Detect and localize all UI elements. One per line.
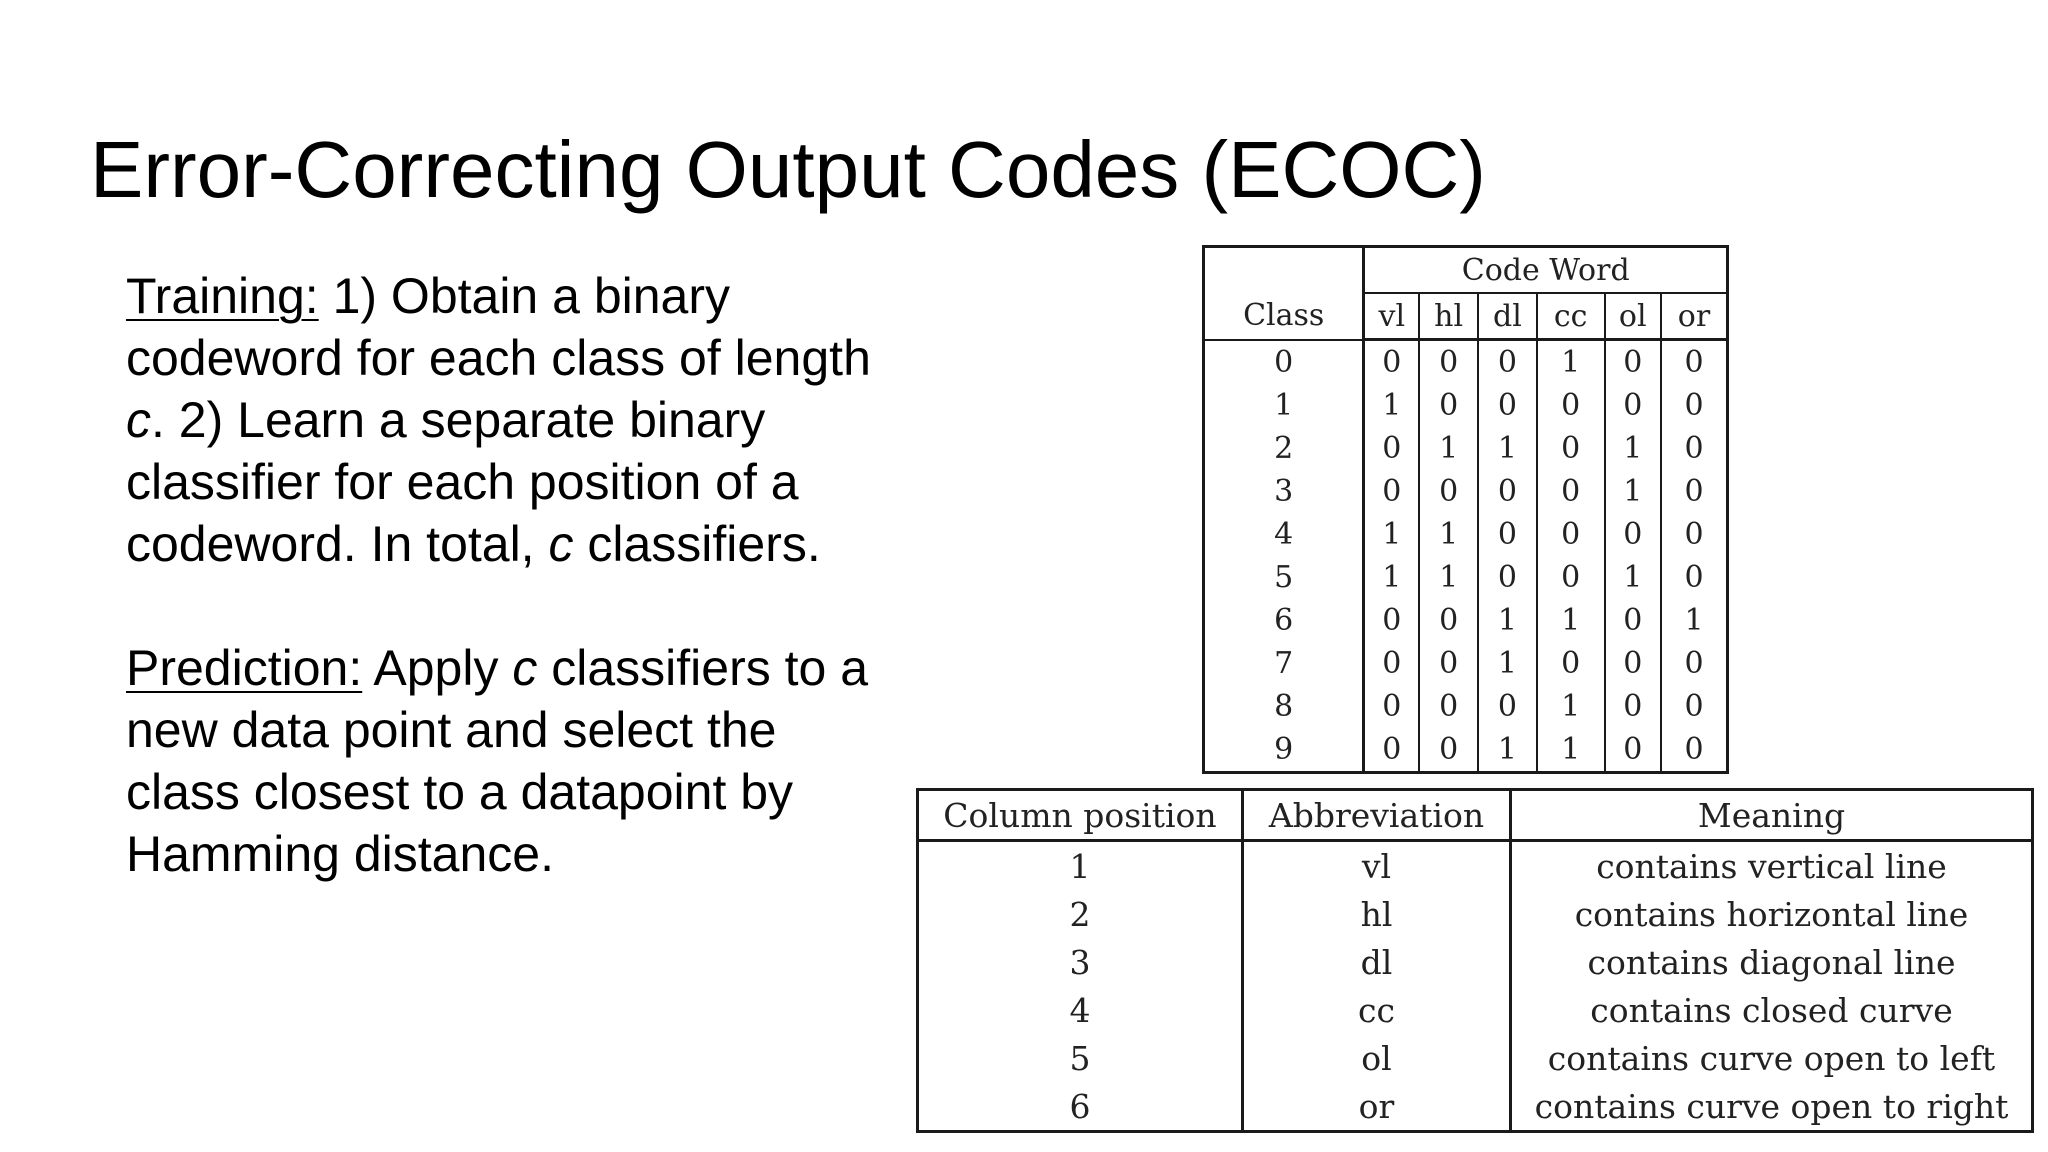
- code-bit-cell: 1: [1478, 427, 1537, 470]
- abbreviation-cell: cc: [1243, 986, 1511, 1034]
- code-bit-cell: 0: [1661, 384, 1728, 427]
- code-table-row: [1204, 384, 1728, 427]
- code-bit-cell: 0: [1537, 427, 1605, 470]
- column-position-cell: 4: [1069, 990, 1091, 1030]
- code-table-row: [1204, 513, 1728, 556]
- class-cell: 3: [1204, 470, 1364, 513]
- code-bit-cell: 1: [1661, 599, 1728, 642]
- meaning-cell: contains horizontal line: [1511, 890, 2033, 938]
- code-bit-cell: 0: [1661, 513, 1728, 556]
- code-bit-cell: 0: [1478, 556, 1537, 599]
- code-bit-cell: 0: [1661, 470, 1728, 513]
- meaning-cell: contains closed curve: [1511, 986, 2033, 1034]
- code-word-header: Code Word: [1364, 247, 1728, 294]
- meaning-table-row: [918, 938, 2033, 986]
- code-bit-cell: 0: [1364, 427, 1419, 470]
- training-variable-c: c: [126, 392, 151, 448]
- code-bit-cell: 1: [1605, 470, 1661, 513]
- prediction-label: Prediction:: [126, 640, 363, 696]
- class-cell: 1: [1204, 384, 1364, 427]
- code-bit-cell: 1: [1364, 384, 1419, 427]
- code-bit-cell: 0: [1478, 513, 1537, 556]
- code-bit-cell: 0: [1419, 384, 1478, 427]
- code-table-row: [1204, 642, 1728, 685]
- training-text-1: 1) Obtain a binary codeword for each class of length: [126, 268, 871, 386]
- code-bit-cell: 0: [1605, 599, 1661, 642]
- code-bit-cell: 0: [1605, 728, 1661, 773]
- body-text: [126, 265, 886, 885]
- code-bit-cell: 0: [1419, 340, 1478, 385]
- column-position-cell: 6: [1069, 1086, 1091, 1126]
- class-cell: 4: [1204, 513, 1364, 556]
- code-bit-cell: 1: [1419, 556, 1478, 599]
- code-bit-cell: 0: [1605, 384, 1661, 427]
- training-variable-c-total: c: [548, 516, 574, 572]
- code-bit-cell: 0: [1478, 384, 1537, 427]
- code-bit-cell: 0: [1419, 470, 1478, 513]
- code-bit-cell: 0: [1605, 685, 1661, 728]
- code-bit-cell: 1: [1364, 513, 1419, 556]
- meaning-table-row: [918, 986, 2033, 1034]
- code-bit-cell: 0: [1419, 728, 1478, 773]
- code-table-body: [1204, 340, 1728, 773]
- code-bit-cell: 1: [1478, 642, 1537, 685]
- code-bit-cell: 0: [1364, 728, 1419, 773]
- column-position-cell: 2: [1069, 894, 1091, 934]
- code-bit-cell: 0: [1537, 470, 1605, 513]
- training-text-2: . 2) Learn a separate binary classifier for each position of a codeword. In total,: [126, 392, 799, 572]
- meaning-table-row: [918, 1034, 2033, 1082]
- class-cell: 2: [1204, 427, 1364, 470]
- meaning-cell: contains vertical line: [1511, 841, 2033, 891]
- code-bit-cell: 0: [1661, 728, 1728, 773]
- class-cell: 0: [1204, 340, 1364, 385]
- code-bit-cell: 0: [1419, 599, 1478, 642]
- code-bit-cell: 0: [1478, 470, 1537, 513]
- code-bit-cell: 0: [1364, 340, 1419, 385]
- class-cell: 7: [1204, 642, 1364, 685]
- training-label: Training:: [126, 268, 319, 324]
- code-table-row: [1204, 340, 1728, 385]
- code-bit-cell: 1: [1605, 427, 1661, 470]
- abbreviation-header: Abbreviation: [1243, 790, 1511, 841]
- meaning-table-row: [918, 841, 2033, 891]
- code-bit-cell: 0: [1605, 340, 1661, 385]
- code-table-row: [1204, 685, 1728, 728]
- code-word-table: [1202, 245, 1729, 774]
- code-column-header: ol: [1605, 293, 1661, 340]
- code-bit-cell: 0: [1537, 513, 1605, 556]
- meaning-table-body: [918, 841, 2033, 1132]
- code-bit-cell: 0: [1364, 599, 1419, 642]
- class-cell: 8: [1204, 685, 1364, 728]
- class-cell: 6: [1204, 599, 1364, 642]
- code-bit-cell: 0: [1478, 685, 1537, 728]
- code-bit-cell: 0: [1661, 642, 1728, 685]
- code-bit-cell: 0: [1537, 642, 1605, 685]
- abbreviation-cell: dl: [1243, 938, 1511, 986]
- code-bit-cell: 1: [1537, 599, 1605, 642]
- prediction-variable-c: c: [512, 640, 538, 696]
- meaning-cell: contains diagonal line: [1511, 938, 2033, 986]
- prediction-text-1: Apply: [362, 640, 513, 696]
- code-bit-cell: 0: [1364, 685, 1419, 728]
- code-bit-cell: 0: [1537, 556, 1605, 599]
- column-meaning-table: [916, 788, 2034, 1133]
- code-bit-cell: 0: [1661, 556, 1728, 599]
- code-bit-cell: 0: [1537, 384, 1605, 427]
- abbreviation-cell: vl: [1243, 841, 1511, 891]
- code-bit-cell: 1: [1364, 556, 1419, 599]
- code-bit-cell: 0: [1364, 470, 1419, 513]
- meaning-cell: contains curve open to left: [1511, 1034, 2033, 1082]
- training-text-3: classifiers.: [573, 516, 821, 572]
- class-cell: 9: [1204, 728, 1364, 773]
- column-position-cell: 5: [1069, 1038, 1091, 1078]
- code-column-header: hl: [1419, 293, 1478, 340]
- code-column-header: dl: [1478, 293, 1537, 340]
- code-table-row: [1204, 599, 1728, 642]
- meaning-header: Meaning: [1511, 790, 2033, 841]
- code-bit-cell: 0: [1661, 340, 1728, 385]
- code-bit-cell: 0: [1661, 685, 1728, 728]
- meaning-table-row: [918, 890, 2033, 938]
- code-bit-cell: 0: [1364, 642, 1419, 685]
- code-bit-cell: 1: [1419, 427, 1478, 470]
- code-table-row: [1204, 470, 1728, 513]
- code-bit-cell: 1: [1478, 599, 1537, 642]
- code-bit-cell: 0: [1419, 642, 1478, 685]
- abbreviation-cell: ol: [1243, 1034, 1511, 1082]
- abbreviation-cell: or: [1243, 1082, 1511, 1132]
- code-table-row: [1204, 556, 1728, 599]
- code-table-row: [1204, 427, 1728, 470]
- class-header: Class: [1204, 247, 1364, 340]
- code-bit-cell: 1: [1537, 340, 1605, 385]
- code-bit-cell: 1: [1605, 556, 1661, 599]
- code-table-row: [1204, 728, 1728, 773]
- meaning-cell: contains curve open to right: [1511, 1082, 2033, 1132]
- training-paragraph: [126, 265, 886, 575]
- prediction-paragraph: [126, 637, 886, 885]
- code-bit-cell: 0: [1605, 513, 1661, 556]
- code-bit-cell: 1: [1478, 728, 1537, 773]
- code-bit-cell: 0: [1661, 427, 1728, 470]
- column-position-cell: 1: [1069, 846, 1091, 886]
- code-column-header: or: [1661, 293, 1728, 340]
- code-bit-cell: 0: [1478, 340, 1537, 385]
- prediction-text-2: classifiers to a new data point and select the class closest to a datapoint by Hamming distance.: [126, 640, 869, 882]
- code-bit-cell: 1: [1537, 685, 1605, 728]
- code-column-header: cc: [1537, 293, 1605, 340]
- slide-title: Error-Correcting Output Codes (ECOC): [90, 125, 1486, 214]
- meaning-table-row: [918, 1082, 2033, 1132]
- code-bit-cell: 0: [1605, 642, 1661, 685]
- class-cell: 5: [1204, 556, 1364, 599]
- code-column-header: vl: [1364, 293, 1419, 340]
- code-bit-cell: 1: [1537, 728, 1605, 773]
- abbreviation-cell: hl: [1243, 890, 1511, 938]
- column-position-header: Column position: [918, 790, 1243, 841]
- column-position-cell: 3: [1069, 942, 1091, 982]
- code-bit-cell: 1: [1419, 513, 1478, 556]
- code-bit-cell: 0: [1419, 685, 1478, 728]
